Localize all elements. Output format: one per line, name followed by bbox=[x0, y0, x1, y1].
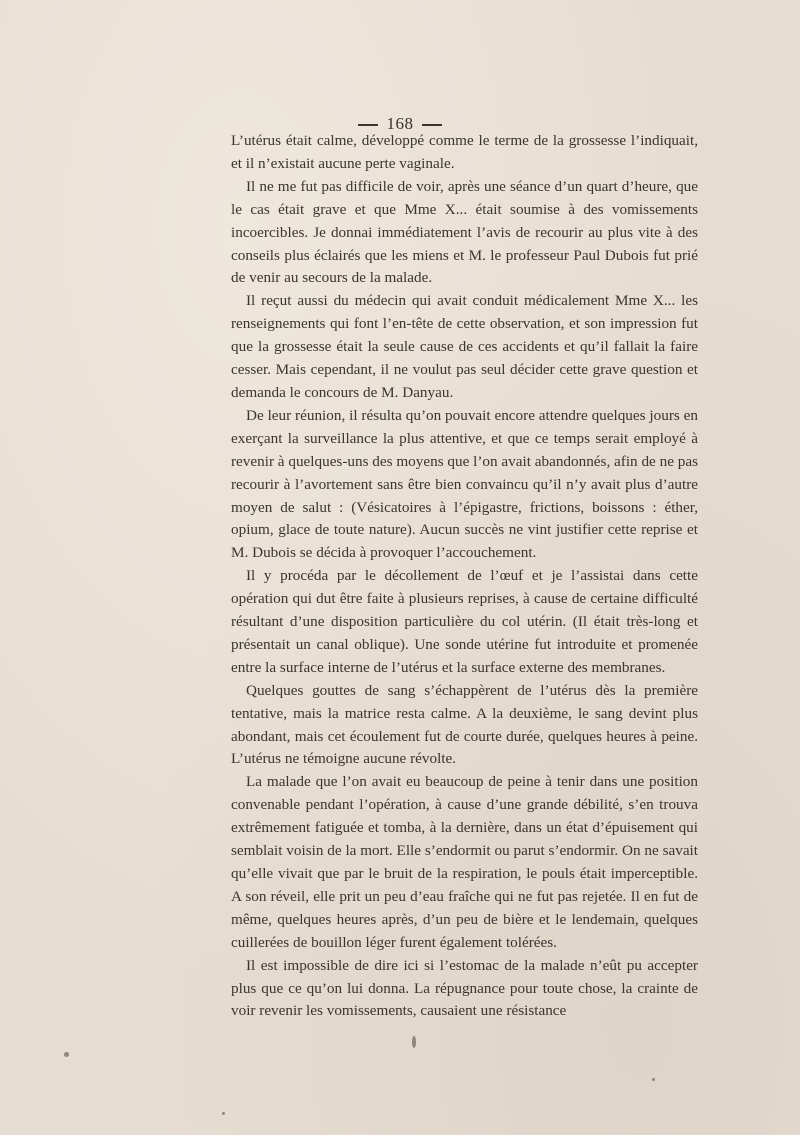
page-number-dash-right bbox=[422, 124, 442, 126]
paper-speck bbox=[412, 1036, 416, 1048]
page-number-text: 168 bbox=[386, 114, 414, 133]
paragraph: Quelques gouttes de sang s’échappèrent de l’utérus dès la première tentative, mais la matrice resta calme. A la deuxième, le sang devint plus abondant, mais cet écoulement fut de courte durée, quelques heures à peine. L’utérus ne témoigne aucune révolte. bbox=[231, 681, 698, 768]
paper-speck bbox=[222, 1112, 225, 1115]
paragraph: Il ne me fut pas difficile de voir, après une séance d’un quart d’heure, que le cas était grave et que Mme X... était soumise à des vomissements incoercibles. Je donnai immédiatement l’avis de recourir au plus vite à des conseils plus éclairés que les miens et M. le professeur Paul Dubois fut prié de venir au secours de la malade. bbox=[231, 177, 698, 287]
paper-speck bbox=[652, 1078, 655, 1081]
paragraph: Il y procéda par le décollement de l’œuf et je l’assistai dans cette opération qui dut être faite à plusieurs reprises, à cause de certaine difficulté résultant d’une disposition particulière du col utérin. (Il était très-long et présentait un canal oblique). Une sonde utérine fut introduite et promenée entre la surface interne de l’utérus et la surface externe des membranes. bbox=[231, 567, 698, 676]
paragraph: La malade que l’on avait eu beaucoup de peine à tenir dans une position convenable pendant l’opération, à cause d’une grande débilité, s’en trouva extrêmement fatiguée et tomba, à la dernière, dans un état d’épuisement qui semblait voisin de la mort. Elle s’endormit ou parut s’endormir. On ne savait qu’elle vivait que par le bruit de la respiration, le pouls était imperceptible. A son réveil, elle prit un peu d’eau fraîche qui ne fut pas rejetée. Il en fut de même, quelques heures après, d’un peu de bière et le lendemain, quelques cuillerées de bouillon léger furent également tolérées. bbox=[231, 773, 698, 951]
body-text bbox=[231, 130, 698, 1023]
paragraph: Il reçut aussi du médecin qui avait conduit médicalement Mme X... les renseignements qui font l’en-tête de cette observation, et son impression fut que la grossesse était la seule cause de ces accidents et qu’il fallait la faire cesser. Mais cependant, il ne voulut pas seul décider cette grave question et demanda le concours de M. Danyau. bbox=[231, 292, 698, 401]
page-number-dash-left bbox=[358, 124, 378, 126]
paragraph: Il est impossible de dire ici si l’estomac de la malade n’eût pu accepter plus que ce qu’on lui donna. La répugnance pour toute chose, la crainte de voir revenir les vomissements, causaient une résistance bbox=[231, 956, 698, 1020]
paper-speck bbox=[64, 1052, 69, 1057]
paragraph: L’utérus était calme, développé comme le terme de la grossesse l’indiquait, et il n’existait aucune perte vaginale. bbox=[231, 132, 698, 172]
paragraph: De leur réunion, il résulta qu’on pouvait encore attendre quelques jours en exerçant la surveillance la plus attentive, et que ce temps serait employé à revenir à quelques-uns des moyens que l’on avait abandonnés, afin de ne pas recourir à l’avortement sans être bien convaincu qu’il n’y avait plus d’autre moyen de salut : (Vésicatoires à l’épigastre, frictions, boissons : éther, opium, glace de toute nature). Aucun succès ne vint justifier cette reprise et M. Dubois se décida à provoquer l’accouchement. bbox=[231, 406, 698, 562]
